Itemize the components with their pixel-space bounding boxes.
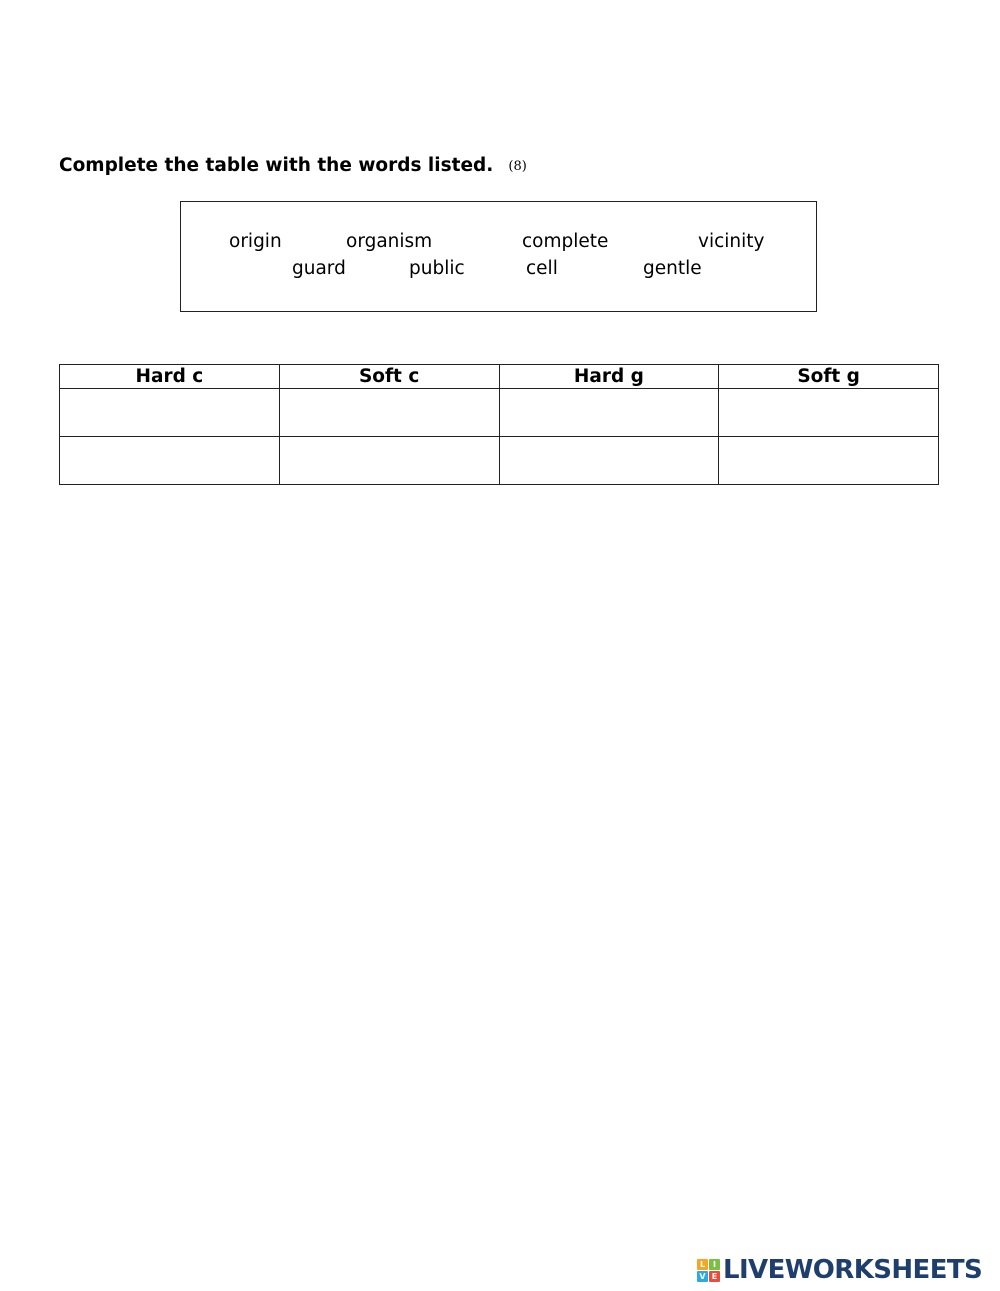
answer-cell[interactable] [719, 389, 939, 437]
column-header: Soft g [719, 365, 939, 389]
answer-cell[interactable] [499, 437, 719, 485]
word-bank-item: vicinity [698, 231, 765, 252]
logo-badge-letter: V [697, 1271, 708, 1282]
answer-cell[interactable] [499, 389, 719, 437]
word-bank-item: complete [522, 231, 609, 252]
logo-badge-icon [697, 1259, 720, 1282]
word-bank-item: public [409, 258, 465, 279]
answer-cell[interactable] [279, 389, 499, 437]
word-bank-item: gentle [643, 258, 702, 279]
marks-label: (8) [508, 159, 527, 174]
column-header: Soft c [279, 365, 499, 389]
table-header-row [60, 365, 939, 389]
sorting-table [59, 364, 939, 485]
instruction-text: Complete the table with the words listed. [59, 155, 494, 176]
column-header: Hard c [60, 365, 280, 389]
logo-badge-letter: I [709, 1259, 720, 1270]
word-bank-item: organism [346, 231, 433, 252]
answer-cell[interactable] [279, 437, 499, 485]
liveworksheets-logo [697, 1255, 982, 1285]
table-row [60, 389, 939, 437]
column-header: Hard g [499, 365, 719, 389]
word-bank-item: guard [292, 258, 346, 279]
answer-cell[interactable] [60, 437, 280, 485]
logo-badge-letter: E [709, 1271, 720, 1282]
table-row [60, 437, 939, 485]
word-bank-item: cell [526, 258, 558, 279]
logo-wordmark: LIVEWORKSHEETS [723, 1255, 983, 1285]
answer-cell[interactable] [60, 389, 280, 437]
word-bank-item: origin [229, 231, 282, 252]
answer-cell[interactable] [719, 437, 939, 485]
logo-badge-letter: L [697, 1259, 708, 1270]
word-bank [180, 201, 817, 312]
instruction [59, 155, 527, 176]
